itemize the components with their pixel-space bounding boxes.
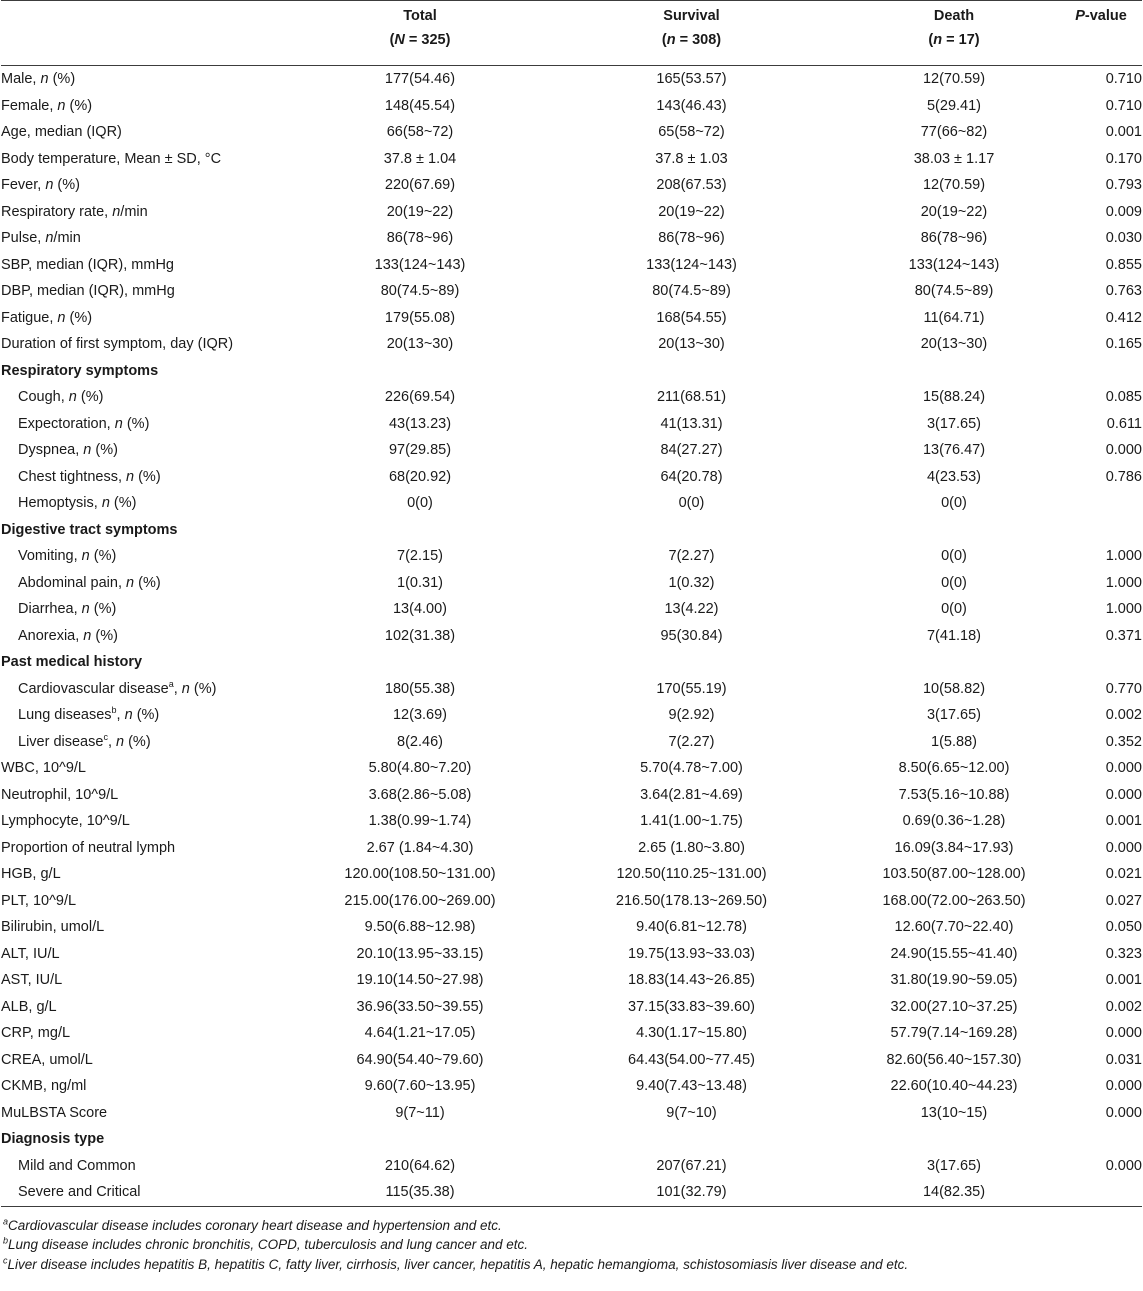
footnote-b: $^b$Lung disease includes chronic bronchitis, COPD, tuberculosis and lung cancer and etc. [3,1235,529,1252]
survival-value: 165(53.57) [656,71,727,87]
total-value: 220(67.69) [384,177,456,193]
survival-value: 4.30(1.17~15.80) [636,1025,747,1041]
p-value: 0.000 [1105,442,1142,458]
death-value: 11(64.71) [923,309,985,326]
total-value: 20(19~22) [386,203,454,220]
table-row [1,755,1142,782]
survival-value: 20(19~22) [658,203,725,220]
row-label: Hemoptysis, n (%) [18,495,137,511]
death-value: 3(17.65) [926,415,981,432]
death-value: 82.60(56.40~157.30) [886,1051,1022,1068]
footnotes [0,1216,1143,1275]
total-value: 36.96(33.50~39.55) [356,998,484,1015]
row-label: PLT, 10^9/L [1,892,77,909]
total-value: 86(78~96) [386,230,454,246]
p-value: 0.001 [1105,972,1142,988]
p-value [1064,517,1142,544]
table-row [1,464,1142,491]
survival-value: 0(0) [678,495,705,511]
header-pvalue-spacer [1064,27,1142,66]
death-value: 77(66~82) [920,124,988,140]
table-row [1,676,1142,703]
total-value: 179(55.08) [384,309,456,326]
death-value: 0(0) [941,574,967,591]
row-label: Dyspnea, n (%) [18,442,118,458]
death-value: 22.60(10.40~44.23) [890,1078,1018,1094]
table-row [1,941,1142,968]
death-value: 3(17.65) [926,707,981,723]
table-row [1,199,1142,226]
table-section-row [1,649,1142,676]
row-label: Diarrhea, n (%) [18,601,117,617]
table-row [1,93,1142,120]
table-row [1,119,1142,146]
total-value: 9.50(6.88~12.98) [364,919,476,935]
death-value: 3(17.65) [926,1157,981,1174]
row-label: Digestive tract symptoms [1,521,178,538]
survival-value: 19.75(13.93~33.03) [628,945,755,962]
survival-value: 120.50(110.25~131.00) [616,866,767,882]
survival-value: 101(32.79) [539,1179,844,1206]
row-label: Vomiting, n (%) [18,548,117,564]
p-value: 0.170 [1105,150,1142,167]
death-value: 24.90(15.55~41.40) [890,945,1018,962]
survival-value [539,358,844,385]
table-row [1,1153,1142,1180]
death-value: 7(41.18) [926,627,981,644]
survival-value: 211(68.51) [656,389,727,405]
header-label-spacer [1,27,301,66]
table-row [1,225,1142,252]
death-value: 7.53(5.16~10.88) [898,786,1010,803]
row-label: Proportion of neutral lymph [1,839,176,856]
total-value: 102(31.38) [384,627,456,644]
p-value [1064,649,1142,676]
table-row [1,808,1142,835]
p-value: 0.000 [1105,839,1142,856]
survival-value: 9.40(6.81~12.78) [636,919,747,935]
table-section-row [1,358,1142,385]
p-value: 0.793 [1105,177,1142,193]
survival-value: 41(13.31) [660,415,723,432]
death-value: 14(82.35) [844,1179,1064,1206]
total-value: 80(74.5~89) [380,283,460,299]
survival-value: 170(55.19) [656,680,727,697]
death-value [844,1126,1064,1153]
p-value: 1.000 [1105,601,1142,617]
survival-value: 5.70(4.78~7.00) [640,760,743,776]
characteristics-table [1,0,1142,1207]
table-row [1,596,1142,623]
table-row [1,967,1142,994]
survival-value: 7(2.27) [668,548,715,564]
row-label: Abdominal pain, n (%) [18,574,161,591]
p-value: 0.031 [1105,1051,1142,1068]
survival-value: 84(27.27) [660,442,723,458]
death-value: 0(0) [941,495,967,511]
row-label: Respiratory rate, n/min [1,203,148,220]
survival-value: 1.41(1.00~1.75) [640,813,743,829]
total-value [301,358,539,385]
table-row [1,411,1142,438]
p-value [1064,490,1142,517]
total-value: 2.67 (1.84~4.30) [366,839,474,856]
p-value: 0.412 [1105,309,1142,326]
row-label: WBC, 10^9/L [1,760,86,776]
survival-value: 64(20.78) [660,468,723,485]
death-value: 32.00(27.10~37.25) [890,998,1018,1015]
row-label: HGB, g/L [1,866,61,882]
header-row-titles [1,1,1142,28]
p-value [1064,1179,1142,1206]
table-section-row [1,1126,1142,1153]
header-label [1,1,301,28]
survival-value [539,517,844,544]
survival-value: 216.50(178.13~269.50) [615,892,768,909]
header-pvalue-title: P-value [1064,1,1142,28]
table-row [1,1020,1142,1047]
p-value: 0.000 [1105,1157,1142,1174]
row-label: Cardiovascular disease$^a$, n (%) [18,678,217,697]
total-value: 226(69.54) [384,389,456,405]
survival-value: 7(2.27) [668,733,715,750]
row-label: Neutrophil, 10^9/L [1,786,119,803]
table-row [1,172,1142,199]
row-label: Male, n (%) [1,71,76,87]
row-label: Past medical history [1,654,143,670]
row-label: CRP, mg/L [1,1025,71,1041]
death-value: 0(0) [941,601,967,617]
total-value: 215.00(176.00~269.00) [344,892,496,909]
header-row-counts [1,27,1142,66]
row-label: Respiratory symptoms [1,362,159,379]
p-value: 0.371 [1105,627,1142,644]
death-value: 13(10~15) [920,1104,988,1121]
total-value [301,649,539,676]
row-label: Expectoration, n (%) [18,415,150,432]
header-survival-title: Survival [539,1,844,28]
death-value: 5(29.41) [926,97,981,114]
total-value: 68(20.92) [388,468,452,485]
total-value [301,1126,539,1153]
total-value: 1(0.31) [397,574,443,591]
death-value: 1(5.88) [931,733,977,750]
row-label: Bilirubin, umol/L [1,919,105,935]
table-row [1,543,1142,570]
row-label: Anorexia, n (%) [18,627,118,644]
row-label: AST, IU/L [1,972,63,988]
row-label: Severe and Critical [1,1179,301,1206]
table-row [1,835,1142,862]
p-value: 0.323 [1105,945,1142,962]
death-value: 13(76.47) [922,442,986,458]
survival-value: 208(67.53) [656,177,727,193]
survival-value: 13(4.22) [664,601,719,617]
p-value: 0.165 [1105,336,1142,352]
total-value: 43(13.23) [388,415,452,432]
table-row [1,570,1142,597]
table-row [1,702,1142,729]
death-value: 57.79(7.14~169.28) [890,1025,1018,1041]
total-value: 3.68(2.86~5.08) [368,786,472,803]
p-value: 0.770 [1105,680,1142,697]
p-value: 0.002 [1105,707,1142,723]
row-label: ALT, IU/L [1,945,60,962]
total-value: 13(4.00) [392,601,447,617]
table-row [1,1073,1142,1100]
survival-value: 143(46.43) [656,97,727,114]
total-value: 20.10(13.95~33.15) [356,945,484,962]
p-value: 1.000 [1105,574,1142,591]
row-label: CKMB, ng/ml [1,1078,87,1094]
table-row [1,782,1142,809]
p-value: 0.786 [1105,468,1142,485]
total-value: 12(3.69) [392,707,447,723]
survival-value: 86(78~96) [658,230,725,246]
survival-value [539,1126,844,1153]
table-row [1,437,1142,464]
death-value [844,358,1064,385]
row-label: Cough, n (%) [18,389,104,405]
table-row [1,305,1142,332]
p-value: 0.009 [1105,203,1142,220]
footnote-a: $^a$Cardiovascular disease includes coronary heart disease and hypertension and etc. [3,1216,502,1233]
death-value: 8.50(6.65~12.00) [898,760,1010,776]
p-value: 0.030 [1105,230,1142,246]
total-value: 64.90(54.40~79.60) [356,1051,484,1068]
p-value: 0.000 [1105,760,1142,776]
p-value: 0.002 [1105,998,1142,1015]
total-value: 20(13~30) [386,336,454,352]
death-value: 0(0) [941,548,967,564]
death-value: 20(19~22) [920,203,988,220]
survival-value: 37.8 ± 1.03 [655,150,728,167]
death-value: 86(78~96) [920,230,988,246]
total-value: 97(29.85) [388,442,452,458]
survival-value: 1(0.32) [668,574,715,591]
row-label: Lymphocyte, 10^9/L [1,813,130,829]
p-value: 0.027 [1105,892,1142,909]
p-value: 0.611 [1106,415,1142,432]
survival-value: 20(13~30) [658,336,725,352]
table-row [1,729,1142,756]
p-value: 0.710 [1105,97,1142,114]
row-label: DBP, median (IQR), mmHg [1,283,175,299]
row-label: CREA, umol/L [1,1051,93,1068]
row-label: ALB, g/L [1,998,57,1015]
p-value: 0.001 [1105,124,1142,140]
table-section-row [1,517,1142,544]
total-value: 120.00(108.50~131.00) [344,866,496,882]
total-value [301,517,539,544]
death-value [844,649,1064,676]
death-value: 12.60(7.70~22.40) [894,919,1014,935]
p-value: 0.000 [1105,1104,1142,1121]
row-label: Duration of first symptom, day (IQR) [1,336,234,352]
row-label: Mild and Common [18,1157,136,1174]
table-row [1,861,1142,888]
total-value: 133(124~143) [374,256,466,273]
survival-value: 9.40(7.43~13.48) [636,1078,747,1094]
death-value: 31.80(19.90~59.05) [890,972,1018,988]
total-value: 148(45.54) [384,97,456,114]
survival-value: 18.83(14.43~26.85) [628,972,755,988]
table-row [1,1179,1142,1206]
total-value: 66(58~72) [386,124,454,140]
table-row [1,384,1142,411]
survival-value: 65(58~72) [658,124,725,140]
death-value: 133(124~143) [908,256,1000,273]
row-label: Body temperature, Mean ± SD, °C [1,150,222,167]
table-row [1,994,1142,1021]
p-value: 1.000 [1105,548,1142,564]
death-value: 10(58.82) [922,680,986,697]
survival-value: 37.15(33.83~39.60) [628,998,755,1015]
death-value: 12(70.59) [922,177,986,193]
total-value: 37.8 ± 1.04 [383,150,457,167]
table-row [1,278,1142,305]
survival-value: 80(74.5~89) [652,283,731,299]
death-value [844,517,1064,544]
header-death-n: (n = 17) [844,27,1064,66]
survival-value: 2.65 (1.80~3.80) [638,839,745,856]
p-value: 0.763 [1105,283,1142,299]
p-value: 0.855 [1105,256,1142,273]
row-label: Pulse, n/min [1,230,81,246]
table-row [1,252,1142,279]
row-label: Liver disease$^c$, n (%) [18,731,151,750]
table-row [1,66,1142,93]
death-value: 12(70.59) [922,71,986,87]
p-value: 0.710 [1105,71,1142,87]
row-label: Lung diseases$^b$, n (%) [18,705,160,723]
total-value: 115(35.38) [301,1179,539,1206]
total-value: 180(55.38) [384,680,456,697]
row-label: SBP, median (IQR), mmHg [1,256,174,273]
header-total-n: (N = 325) [301,27,539,66]
row-label: Diagnosis type [1,1131,105,1147]
survival-value: 9(2.92) [668,707,715,723]
death-value: 20(13~30) [920,336,988,352]
total-value: 4.64(1.21~17.05) [364,1025,476,1041]
p-value [1064,358,1142,385]
table-row [1,490,1142,517]
row-label: Chest tightness, n (%) [18,468,161,485]
header-total-title: Total [301,1,539,28]
p-value: 0.085 [1105,389,1142,405]
table-row [1,623,1142,650]
survival-value: 168(54.55) [656,309,727,326]
row-label: Female, n (%) [1,97,93,114]
p-value: 0.050 [1105,919,1142,935]
survival-value [539,649,844,676]
p-value: 0.021 [1105,866,1142,882]
total-value: 210(64.62) [384,1157,456,1174]
p-value: 0.000 [1105,1025,1142,1041]
total-value: 19.10(14.50~27.98) [356,972,484,988]
row-label: Age, median (IQR) [1,124,122,140]
total-value: 177(54.46) [384,71,456,87]
row-label: Fever, n (%) [1,177,80,193]
p-value: 0.000 [1105,1078,1142,1094]
row-label: Fatigue, n (%) [1,309,93,326]
table-body [1,66,1142,1207]
table-row [1,888,1142,915]
row-label: MuLBSTA Score [1,1104,108,1121]
death-value: 0.69(0.36~1.28) [902,813,1006,829]
total-value: 7(2.15) [397,548,443,564]
table-row [1,331,1142,358]
death-value: 168.00(72.00~263.50) [882,892,1026,909]
p-value: 0.352 [1105,733,1142,750]
total-value: 9.60(7.60~13.95) [364,1078,476,1094]
footnote-c: $^c$Liver disease includes hepatitis B, hepatitis C, fatty liver, cirrhosis, liver cancer, hepatitis A, hepatic hemangioma, schistosomiasis liver disease and etc. [3,1255,909,1272]
death-value: 15(88.24) [922,389,986,405]
survival-value: 207(67.21) [656,1157,727,1174]
p-value: 0.000 [1105,786,1142,803]
p-value: 0.001 [1105,813,1142,829]
survival-value: 133(124~143) [646,256,737,273]
death-value: 103.50(87.00~128.00) [882,866,1026,882]
total-value: 5.80(4.80~7.20) [368,760,472,776]
p-value [1064,1126,1142,1153]
survival-value: 9(7~10) [666,1104,717,1121]
header-death-title: Death [844,1,1064,28]
total-value: 0(0) [407,495,433,511]
total-value: 1.38(0.99~1.74) [368,813,472,829]
table-row [1,914,1142,941]
table-row [1,146,1142,173]
death-value: 80(74.5~89) [914,283,994,299]
death-value: 38.03 ± 1.17 [913,150,995,167]
table-row [1,1100,1142,1127]
survival-value: 95(30.84) [660,627,723,644]
survival-value: 3.64(2.81~4.69) [640,786,743,803]
death-value: 16.09(3.84~17.93) [894,839,1014,856]
header-survival-n: (n = 308) [539,27,844,66]
death-value: 4(23.53) [926,468,981,485]
survival-value: 64.43(54.00~77.45) [628,1051,755,1068]
total-value: 9(7~11) [395,1104,445,1121]
table-row [1,1047,1142,1074]
total-value: 8(2.46) [397,733,443,750]
